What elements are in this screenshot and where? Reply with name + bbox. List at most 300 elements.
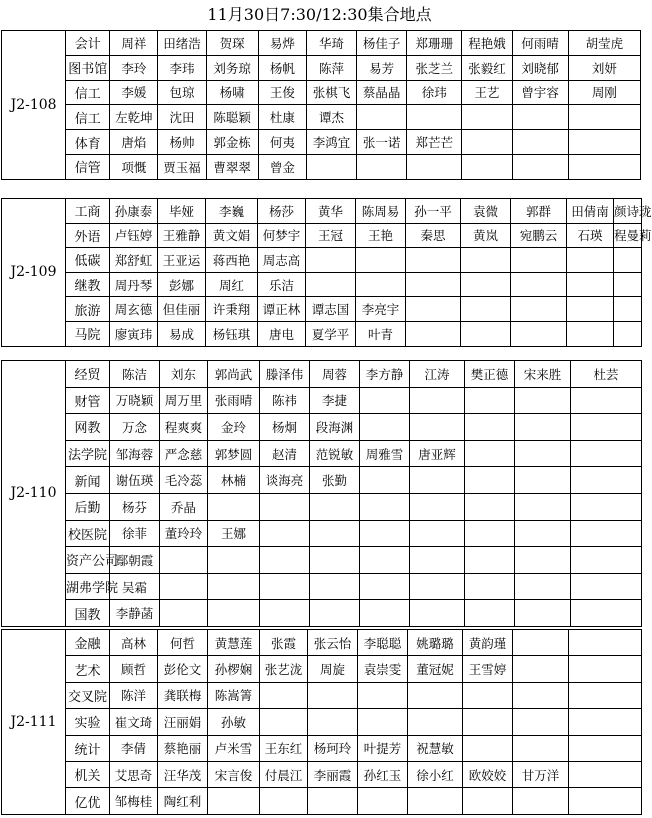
name-cell <box>208 573 260 600</box>
department-cell: 法学院 <box>66 440 110 467</box>
table-row <box>2 520 642 547</box>
name-cell <box>568 154 640 179</box>
name-cell: 杜芸 <box>571 361 642 388</box>
name-cell <box>410 414 465 441</box>
name-cell: 郭尚武 <box>208 361 260 388</box>
name-cell: 孙红玉 <box>358 761 408 787</box>
name-cell: 陈周易 <box>356 199 406 224</box>
name-cell: 刘妍 <box>568 55 640 80</box>
name-cell: 唐亚辉 <box>410 440 465 467</box>
name-cell: 袁崇雯 <box>358 656 408 682</box>
name-cell: 李玲 <box>110 55 158 80</box>
name-cell: 吴霜 <box>110 573 160 600</box>
name-cell <box>511 297 567 322</box>
name-cell: 李巍 <box>206 199 258 224</box>
name-cell: 蔡晶晶 <box>357 80 407 105</box>
department-cell: 继教 <box>66 272 110 297</box>
name-cell <box>567 297 614 322</box>
name-cell <box>569 682 642 708</box>
name-cell <box>208 600 260 627</box>
name-cell: 王雅静 <box>158 223 206 248</box>
name-cell: 鄢朝霞 <box>110 547 160 574</box>
name-cell <box>465 414 515 441</box>
name-cell <box>571 520 642 547</box>
table-row <box>2 656 642 682</box>
name-cell: 王俊 <box>258 80 306 105</box>
name-cell <box>571 547 642 574</box>
name-cell <box>461 321 511 346</box>
name-cell <box>515 573 571 600</box>
name-cell <box>410 600 465 627</box>
name-cell: 蒋西艳 <box>206 248 258 273</box>
name-cell <box>208 788 260 814</box>
name-cell: 易烨 <box>258 31 306 56</box>
department-cell: 旅游 <box>66 297 110 322</box>
name-cell: 汪华茂 <box>158 761 208 787</box>
name-cell: 范锐敏 <box>310 440 360 467</box>
name-cell: 何夷 <box>258 130 306 155</box>
department-cell: 低碳 <box>66 248 110 273</box>
name-cell <box>406 297 461 322</box>
name-cell: 陈祎 <box>260 387 310 414</box>
assembly-table-j2-110 <box>1 360 642 627</box>
name-cell: 秦思 <box>406 223 461 248</box>
name-cell <box>614 321 642 346</box>
location-cell: J2-109 <box>2 199 66 347</box>
name-cell: 黄文娟 <box>206 223 258 248</box>
name-cell <box>569 735 642 761</box>
name-cell <box>571 573 642 600</box>
name-cell <box>461 272 511 297</box>
name-cell <box>358 709 408 735</box>
department-cell: 信管 <box>66 154 110 179</box>
name-cell: 刘晓郁 <box>512 55 568 80</box>
name-cell: 周志高 <box>258 248 306 273</box>
name-cell <box>511 272 567 297</box>
name-cell <box>462 105 512 130</box>
name-cell <box>410 493 465 520</box>
name-cell <box>308 709 358 735</box>
name-cell <box>408 788 463 814</box>
department-cell: 经贸 <box>66 361 110 388</box>
name-cell: 王艳 <box>356 223 406 248</box>
name-cell: 卢钰婷 <box>110 223 158 248</box>
name-cell: 严念慈 <box>160 440 208 467</box>
name-cell: 欧姣姣 <box>463 761 513 787</box>
name-cell: 谭正林 <box>258 297 306 322</box>
table-row <box>2 735 642 761</box>
name-cell: 杨珂玲 <box>308 735 358 761</box>
name-cell: 王冠 <box>306 223 356 248</box>
name-cell: 李鸿宜 <box>306 130 356 155</box>
department-cell: 信工 <box>66 105 110 130</box>
table-row <box>2 105 641 130</box>
name-cell: 李亮宇 <box>356 297 406 322</box>
name-cell <box>568 105 640 130</box>
name-cell: 程艳娥 <box>462 31 512 56</box>
name-cell <box>614 297 642 322</box>
table-row <box>2 80 641 105</box>
name-cell: 廖寅玮 <box>110 321 158 346</box>
name-cell <box>614 272 642 297</box>
name-cell <box>461 248 511 273</box>
name-cell <box>515 547 571 574</box>
name-cell: 陈洁 <box>110 361 160 388</box>
name-cell: 张勤 <box>310 467 360 494</box>
name-cell: 黄韵瑾 <box>463 630 513 656</box>
name-cell: 项慨 <box>110 154 158 179</box>
name-cell: 杨帅 <box>158 130 206 155</box>
name-cell <box>408 709 463 735</box>
name-cell: 崔文琦 <box>110 709 158 735</box>
name-cell: 黄岚 <box>461 223 511 248</box>
name-cell: 曹翠翠 <box>206 154 258 179</box>
name-cell <box>567 248 614 273</box>
name-cell: 樊正德 <box>465 361 515 388</box>
department-cell: 新闻 <box>66 467 110 494</box>
name-cell: 王艺 <box>462 80 512 105</box>
name-cell <box>306 248 356 273</box>
table-row <box>2 387 642 414</box>
name-cell <box>571 440 642 467</box>
name-cell <box>310 547 360 574</box>
name-cell: 周蓉 <box>310 361 360 388</box>
table-row <box>2 414 642 441</box>
name-cell: 周红 <box>206 272 258 297</box>
name-cell: 叶青 <box>356 321 406 346</box>
name-cell: 谢伍瑛 <box>110 467 160 494</box>
table-row <box>2 709 642 735</box>
name-cell: 孙椤娴 <box>208 656 260 682</box>
table-row <box>2 361 642 388</box>
location-cell: J2-110 <box>2 361 66 627</box>
name-cell: 张芝兰 <box>407 55 462 80</box>
name-cell: 杨莎 <box>258 199 306 224</box>
name-cell: 李静菡 <box>110 600 160 627</box>
name-cell <box>465 600 515 627</box>
name-cell: 何哲 <box>158 630 208 656</box>
name-cell: 谈海亮 <box>260 467 310 494</box>
department-cell: 财管 <box>66 387 110 414</box>
name-cell <box>360 493 410 520</box>
location-cell: J2-111 <box>2 630 66 815</box>
name-cell <box>569 709 642 735</box>
name-cell: 张霞 <box>260 630 308 656</box>
name-cell: 易成 <box>158 321 206 346</box>
name-cell: 李媛 <box>110 80 158 105</box>
name-cell: 许秉翔 <box>206 297 258 322</box>
name-cell: 何雨晴 <box>512 31 568 56</box>
name-cell <box>465 520 515 547</box>
name-cell <box>571 600 642 627</box>
name-cell: 张一诺 <box>357 130 407 155</box>
name-cell <box>310 493 360 520</box>
name-cell: 滕泽伟 <box>260 361 310 388</box>
name-cell <box>160 600 208 627</box>
name-cell <box>410 573 465 600</box>
name-cell <box>310 573 360 600</box>
name-cell <box>515 600 571 627</box>
name-cell: 陈洋 <box>110 682 158 708</box>
name-cell <box>356 272 406 297</box>
name-cell: 左乾坤 <box>110 105 158 130</box>
name-cell <box>515 414 571 441</box>
name-cell <box>461 297 511 322</box>
department-cell: 统计 <box>66 735 110 761</box>
name-cell <box>260 682 308 708</box>
table-row <box>2 31 641 56</box>
name-cell <box>358 682 408 708</box>
name-cell: 张毅红 <box>462 55 512 80</box>
name-cell: 曾宇容 <box>512 80 568 105</box>
name-cell: 乔晶 <box>160 493 208 520</box>
name-cell: 蔡艳丽 <box>158 735 208 761</box>
name-cell: 包琼 <box>158 80 206 105</box>
name-cell <box>260 493 310 520</box>
department-cell: 后勤 <box>66 493 110 520</box>
table-row <box>2 321 642 346</box>
name-cell <box>569 656 642 682</box>
name-cell: 徐小红 <box>408 761 463 787</box>
name-cell: 李聪聪 <box>358 630 408 656</box>
name-cell <box>407 105 462 130</box>
name-cell: 毕娅 <box>158 199 206 224</box>
name-cell <box>463 682 513 708</box>
name-cell <box>356 248 406 273</box>
name-cell <box>614 248 642 273</box>
name-cell: 郑珊珊 <box>407 31 462 56</box>
table-row <box>2 154 641 179</box>
name-cell: 付晨江 <box>260 761 308 787</box>
page-title: 11月30日7:30/12:30集合地点 <box>207 5 432 24</box>
name-cell: 张云怡 <box>308 630 358 656</box>
table-row <box>2 761 642 787</box>
name-cell <box>515 387 571 414</box>
name-cell <box>568 130 640 155</box>
name-cell <box>406 321 461 346</box>
name-cell: 孙一平 <box>406 199 461 224</box>
name-cell: 孙康泰 <box>110 199 158 224</box>
name-cell: 祝慧敏 <box>408 735 463 761</box>
name-cell: 郑舒虹 <box>110 248 158 273</box>
name-cell <box>208 547 260 574</box>
name-cell <box>260 573 310 600</box>
name-cell: 杨佳子 <box>357 31 407 56</box>
name-cell <box>408 682 463 708</box>
name-cell <box>260 788 308 814</box>
name-cell: 宛鹏云 <box>511 223 567 248</box>
name-cell: 周祥 <box>110 31 158 56</box>
name-cell: 王东红 <box>260 735 308 761</box>
name-cell <box>310 520 360 547</box>
name-cell <box>160 547 208 574</box>
name-cell <box>406 248 461 273</box>
name-cell: 贾玉福 <box>158 154 206 179</box>
name-cell <box>463 788 513 814</box>
name-cell: 陈嵩箐 <box>208 682 260 708</box>
name-cell <box>463 735 513 761</box>
name-cell: 汪丽娟 <box>158 709 208 735</box>
name-cell: 田绪浩 <box>158 31 206 56</box>
name-cell <box>462 130 512 155</box>
name-cell: 谭志国 <box>306 297 356 322</box>
name-cell <box>463 709 513 735</box>
name-cell <box>512 154 568 179</box>
name-cell: 程爽爽 <box>160 414 208 441</box>
table-row <box>2 547 642 574</box>
assembly-table-j2-111 <box>1 629 642 815</box>
name-cell: 金玲 <box>208 414 260 441</box>
name-cell: 陶红利 <box>158 788 208 814</box>
name-cell <box>410 387 465 414</box>
name-cell <box>360 520 410 547</box>
name-cell: 毛冷蕊 <box>160 467 208 494</box>
name-cell: 但佳丽 <box>158 297 206 322</box>
name-cell: 万念 <box>110 414 160 441</box>
name-cell <box>515 440 571 467</box>
name-cell <box>306 272 356 297</box>
name-cell <box>513 735 569 761</box>
name-cell: 郭梦圆 <box>208 440 260 467</box>
name-cell: 彭伦文 <box>158 656 208 682</box>
name-cell <box>569 761 642 787</box>
name-cell: 程曼莉 <box>614 223 642 248</box>
department-cell: 马院 <box>66 321 110 346</box>
name-cell: 邹梅桂 <box>110 788 158 814</box>
name-cell <box>360 600 410 627</box>
name-cell: 杜康 <box>258 105 306 130</box>
name-cell: 陈聪颖 <box>206 105 258 130</box>
name-cell <box>260 600 310 627</box>
table-row <box>2 199 642 224</box>
name-cell: 董玲玲 <box>160 520 208 547</box>
table-row <box>2 440 642 467</box>
name-cell: 彭娜 <box>158 272 206 297</box>
table-row <box>2 788 642 814</box>
name-cell <box>357 105 407 130</box>
name-cell: 李玮 <box>158 55 206 80</box>
department-cell: 实验 <box>66 709 110 735</box>
name-cell <box>511 248 567 273</box>
name-cell <box>465 440 515 467</box>
name-cell: 陈萍 <box>306 55 356 80</box>
name-cell: 周玄德 <box>110 297 158 322</box>
assembly-table-j2-108 <box>1 30 641 180</box>
table-row <box>2 272 642 297</box>
name-cell <box>515 493 571 520</box>
department-cell: 外语 <box>66 223 110 248</box>
department-cell: 湖弗学院 <box>66 573 110 600</box>
name-cell: 顾哲 <box>110 656 158 682</box>
name-cell: 万晓颖 <box>110 387 160 414</box>
name-cell <box>406 272 461 297</box>
name-cell <box>567 272 614 297</box>
name-cell: 周万里 <box>160 387 208 414</box>
name-cell <box>569 788 642 814</box>
name-cell <box>513 630 569 656</box>
name-cell: 杨帆 <box>258 55 306 80</box>
table-row <box>2 573 642 600</box>
name-cell: 郑芒芒 <box>407 130 462 155</box>
name-cell <box>410 547 465 574</box>
name-cell <box>513 656 569 682</box>
name-cell: 黄慧莲 <box>208 630 260 656</box>
table-row <box>2 248 642 273</box>
department-cell: 金融 <box>66 630 110 656</box>
department-cell: 亿优 <box>66 788 110 814</box>
name-cell: 夏学平 <box>306 321 356 346</box>
table-row <box>2 297 642 322</box>
table-row <box>2 467 642 494</box>
name-cell: 宋言俊 <box>208 761 260 787</box>
name-cell <box>360 387 410 414</box>
name-cell: 张棋飞 <box>306 80 356 105</box>
name-cell: 邹海蓉 <box>110 440 160 467</box>
name-cell: 王雪婷 <box>463 656 513 682</box>
name-cell <box>513 788 569 814</box>
name-cell: 艾思奇 <box>110 761 158 787</box>
name-cell: 唐焰 <box>110 130 158 155</box>
department-cell: 体育 <box>66 130 110 155</box>
name-cell: 何梦宇 <box>258 223 306 248</box>
name-cell <box>360 573 410 600</box>
table-row <box>2 600 642 627</box>
name-cell: 江涛 <box>410 361 465 388</box>
name-cell <box>306 154 356 179</box>
name-cell: 张艺泷 <box>260 656 308 682</box>
name-cell <box>512 130 568 155</box>
name-cell <box>358 788 408 814</box>
name-cell <box>571 493 642 520</box>
name-cell: 王娜 <box>208 520 260 547</box>
name-cell: 杨炯 <box>260 414 310 441</box>
department-cell: 网教 <box>66 414 110 441</box>
name-cell: 胡莹虎 <box>568 31 640 56</box>
table-row <box>2 493 642 520</box>
name-cell <box>511 321 567 346</box>
name-cell: 沈田 <box>158 105 206 130</box>
assembly-table-j2-109 <box>1 198 652 347</box>
name-cell: 徐玮 <box>407 80 462 105</box>
department-cell: 校医院 <box>66 520 110 547</box>
department-cell: 交叉院 <box>66 682 110 708</box>
department-cell: 国教 <box>66 600 110 627</box>
name-cell: 刘东 <box>160 361 208 388</box>
location-cell: J2-108 <box>2 31 66 180</box>
table-row <box>2 223 642 248</box>
name-cell: 姚璐璐 <box>408 630 463 656</box>
name-cell: 华琦 <box>306 31 356 56</box>
table-row <box>2 630 642 656</box>
name-cell: 谭杰 <box>306 105 356 130</box>
department-cell: 机关 <box>66 761 110 787</box>
name-cell: 段海渊 <box>310 414 360 441</box>
name-cell: 贺琛 <box>206 31 258 56</box>
name-cell: 张雨晴 <box>208 387 260 414</box>
department-cell: 信工 <box>66 80 110 105</box>
name-cell <box>308 788 358 814</box>
name-cell: 孙敏 <box>208 709 260 735</box>
name-cell: 杨钰琪 <box>206 321 258 346</box>
name-cell <box>410 520 465 547</box>
name-cell: 甘万洋 <box>513 761 569 787</box>
name-cell: 田倩南 <box>567 199 614 224</box>
name-cell: 刘务琼 <box>206 55 258 80</box>
name-cell: 周丹琴 <box>110 272 158 297</box>
name-cell <box>567 321 614 346</box>
name-cell: 宋来胜 <box>515 361 571 388</box>
name-cell <box>357 154 407 179</box>
